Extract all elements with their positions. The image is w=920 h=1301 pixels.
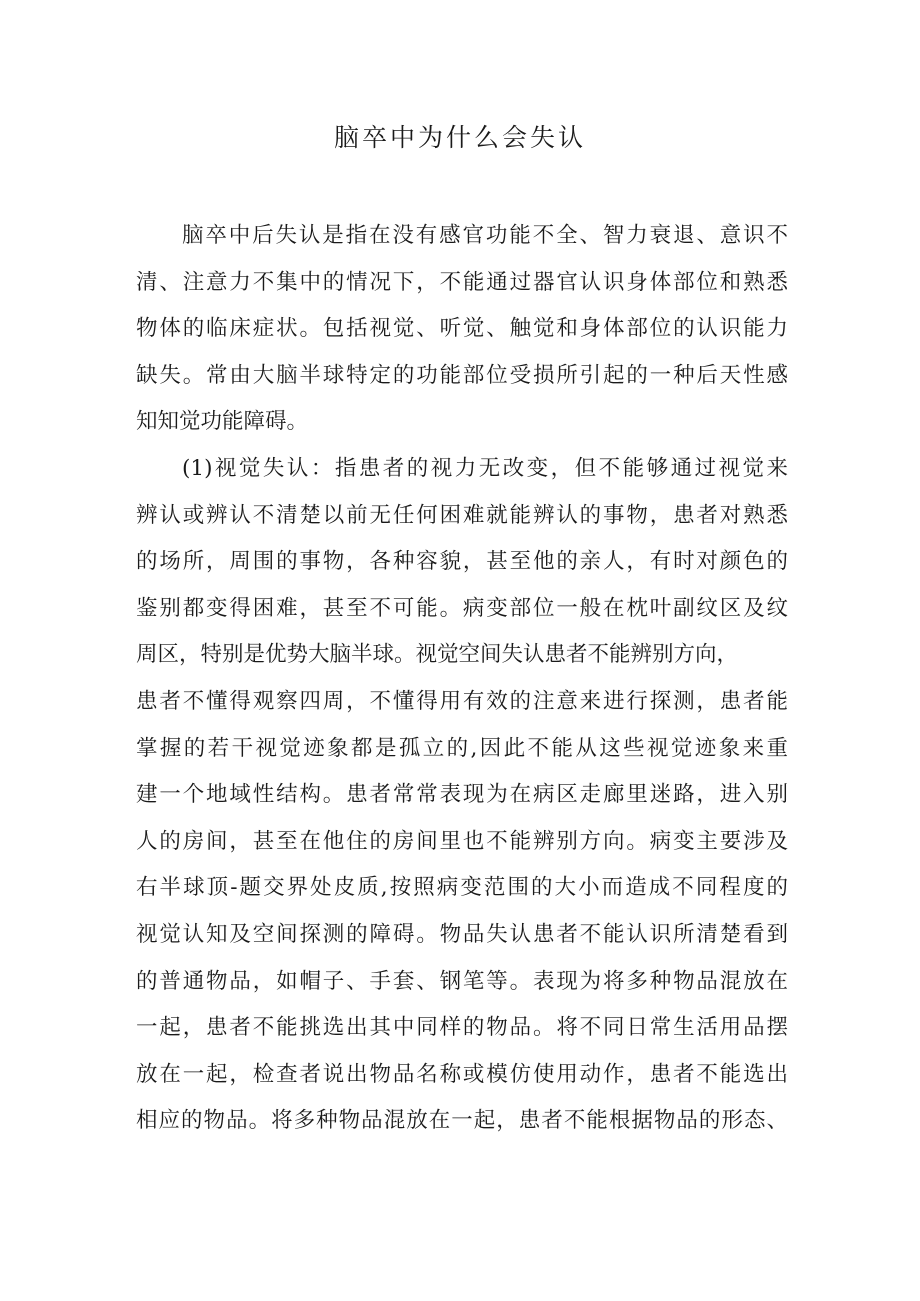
body-line: (1)视觉失认：指患者的视力无改变，但不能够通过视觉来 [182,455,788,481]
body-line: 的场所，周围的事物，各种容貌，甚至他的亲人，有时对颜色的 [136,549,788,575]
body-line: 知知觉功能障碍。 [136,409,309,435]
body-line: 右半球顶-题交界处皮质,按照病变范围的大小而造成不同程度的 [136,875,788,901]
body-line: 清、注意力不集中的情况下，不能通过器官认识身体部位和熟悉 [136,269,788,295]
body-line: 鉴别都变得困难，甚至不可能。病变部位一般在枕叶副纹区及纹 [136,595,788,621]
body-line: 视觉认知及空间探测的障碍。物品失认患者不能认识所清楚看到 [136,921,788,947]
body-line: 一起，患者不能挑选出其中同样的物品。将不同日常生活用品摆 [136,1015,788,1041]
document-title: 脑卒中为什么会失认 [333,123,586,152]
body-line: 周区，特别是优势大脑半球。视觉空间失认患者不能辨别方向， [136,642,739,668]
body-line: 放在一起，检查者说出物品名称或模仿使用动作，患者不能选出 [136,1061,788,1087]
body-line: 建一个地域性结构。患者常常表现为在病区走廊里迷路，进入别 [136,782,788,808]
body-line: 人的房间，甚至在他住的房间里也不能辨别方向。病变主要涉及 [136,828,788,854]
body-line: 患者不懂得观察四周，不懂得用有效的注意来进行探测，患者能 [136,688,788,714]
body-line: 缺失。常由大脑半球特定的功能部位受损所引起的一种后天性感 [136,362,788,388]
body-line: 物体的临床症状。包括视觉、听觉、触觉和身体部位的认识能力 [136,316,788,342]
body-line: 相应的物品。将多种物品混放在一起，患者不能根据物品的形态、 [136,1108,788,1134]
document-body [136,213,788,1145]
body-line: 脑卒中后失认是指在没有感官功能不全、智力衰退、意识不 [182,223,788,248]
body-line: 掌握的若干视觉迹象都是孤立的,因此不能从这些视觉迹象来重 [136,735,788,761]
body-line: 辨认或辨认不清楚以前无任何困难就能辨认的事物，患者对熟悉 [136,502,788,528]
body-line: 的普通物品，如帽子、手套、钢笔等。表现为将多种物品混放在 [136,968,788,994]
